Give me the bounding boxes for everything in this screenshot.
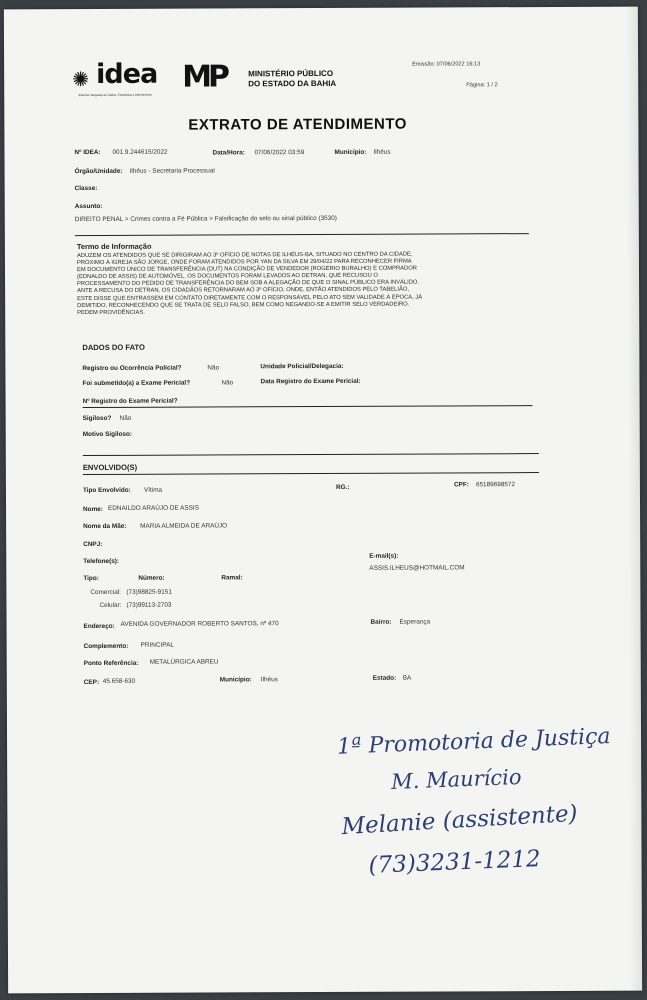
data-registro-label: Data Registro do Exame Pericial:: [260, 377, 361, 386]
datahora-label: Data/Hora:: [212, 149, 245, 157]
page-number: Página: 1 / 2: [466, 82, 498, 89]
phone-ramal-header: Ramal:: [221, 574, 243, 582]
tipo-envolvido-value: Vítima: [143, 486, 163, 494]
phone-numero-header: Número:: [138, 574, 165, 582]
handwritten-line: 1ª Promotoria de Justiça: [336, 723, 612, 760]
tipo-envolvido-label: Tipo Envolvido:: [82, 486, 131, 495]
assunto-value: DIREITO PENAL > Crimes contra a Fé Pública > Falsificação do selo ou sinal público (3530): [74, 214, 337, 224]
page-edge-shadow: [626, 7, 642, 991]
phone-tipo: Comercial:: [90, 588, 121, 597]
email-value: ASSIS.ILHEUS@HOTMAIL.COM: [369, 564, 465, 572]
handwritten-line: M. Maurício: [390, 764, 522, 794]
mp-logo-line2: DO ESTADO DA BAHIA: [248, 78, 337, 89]
handwritten-line: Melanie (assistente): [340, 800, 579, 841]
termo-heading: Termo de Informação: [76, 241, 152, 252]
unidade-label: Unidade Policial/Delegacia:: [260, 362, 344, 371]
divider: [83, 472, 539, 475]
phone-numero: (73)98825-9151: [126, 588, 172, 596]
registro-value: Não: [207, 364, 220, 372]
mp-logo-line1: MINISTÉRIO PÚBLICO: [248, 68, 334, 79]
termo-line: ESTE DISSE QUE ENTRASSEM EM CONTATO DIRETAMENTE COM O RESPONSÁVEL PELO ATO SEM VALIDADE À ÉPOCA, JÁ: [77, 294, 423, 302]
termo-line: EM DOCUMENTO ÚNICO DE TRANSFERÊNCIA (DUT) NA CONDIÇÃO DE VENDEDOR (ROGÉRIO BURALHO) E COMPRADOR: [76, 265, 417, 274]
termo-line: PRÓXIMO À IGREJA SÃO JORGE, ONDE FORAM ATENDIDOS POR YAN DA SILVA EM 29/04/22 PARA RECONHECER FIRMA: [76, 258, 412, 267]
mae-label: Nome da Mãe:: [83, 522, 127, 531]
termo-text: [77, 251, 527, 317]
estado-value: BA: [402, 674, 412, 682]
exame-label: Foi submetido(a) a Exame Pericial?: [82, 379, 191, 388]
termo-line: DEMITIDO, RECONHECENDO QUE SE TRATA DE SELO FALSO, BEM COMO NEGANDO-SE A EMITIR SELO VERDADEIRO.: [77, 301, 410, 309]
sigiloso-label: Sigiloso?: [82, 414, 112, 423]
endereco-value: AVENIDA GOVERNADOR ROBERTO SANTOS, nº 470: [120, 620, 279, 628]
estado-label: Estado:: [372, 674, 397, 682]
nidea-label: Nº IDEA:: [74, 148, 101, 157]
termo-line: ANTE A RECUSA DO DETRAN, OS CIDADÃOS RETORNARAM AO 3º OFÍCIO, ONDE, ENTÃO ATENDIDOS PELO TABELIÃO,: [77, 287, 409, 295]
document-page: [4, 7, 642, 994]
divider: [83, 405, 533, 408]
orgao-value: Ilhéus - Secretaria Processual: [129, 167, 215, 175]
fato-heading: DADOS DO FATO: [82, 342, 145, 353]
env-municipio-label: Município:: [219, 676, 252, 684]
cpf-label: CPF:: [453, 481, 469, 489]
nidea-value: 001.9.244615/2022: [112, 148, 168, 156]
env-municipio-value: Ilhéus: [260, 676, 278, 684]
ponto-value: METALÚRGICA ABREU: [149, 658, 219, 666]
motivo-label: Motivo Sigiloso:: [82, 430, 133, 439]
mp-logo-mark: MP: [182, 59, 227, 95]
termo-line: ADUZEM OS ATENDIDOS QUE SE DIRIGIRAM AO 3º OFÍCIO DE NOTAS DE ILHÉUS-BA, SITUADO NO CENTRO DA CIDADE,: [76, 251, 413, 260]
idea-logo-subtitle: Sistema Integrado de Dados, Estatística e Atendimento: [78, 92, 152, 98]
cpf-value: 65189698572: [475, 481, 516, 489]
sigiloso-value: Não: [119, 414, 132, 422]
municipio-value: Ilhéus: [373, 148, 391, 156]
datahora-value: 07/06/2022 03:59: [254, 149, 305, 157]
envolvido-heading: ENVOLVIDO(S): [82, 462, 138, 473]
ponto-label: Ponto Referência:: [83, 659, 139, 668]
assunto-label: Assunto:: [74, 202, 103, 211]
registro-label: Registro ou Ocorrência Policial?: [82, 364, 182, 373]
emission-date: Emissão: 07/06/2022 16:13: [412, 61, 481, 68]
cep-value: 45.658-630: [102, 677, 136, 685]
email-label: E-mail(s):: [369, 552, 399, 560]
nregistro-label: Nº Registro do Exame Pericial?: [82, 397, 178, 406]
bairro-label: Bairro:: [370, 618, 392, 626]
cnpj-label: CNPJ:: [83, 540, 103, 549]
municipio-label: Município:: [334, 148, 367, 156]
termo-line: PROCESSAMENTO DO PEDIDO DE TRANSFERÊNCIA DO BEM SOB A ALEGAÇÃO DE QUE O SINAL PÚBLICO ERA INVÁLIDO.: [77, 279, 420, 288]
divider: [83, 453, 539, 456]
handwritten-line: (73)3231-1212: [368, 846, 542, 879]
rg-label: RG.:: [335, 483, 350, 491]
nome-value: EDNAILDO ARAÚJO DE ASSIS: [108, 504, 199, 512]
bairro-value: Esperança: [399, 618, 431, 626]
endereco-label: Endereço:: [83, 622, 115, 631]
phone-numero: (73)99113-2703: [126, 601, 172, 609]
mae-value: MARIA ALMEIDA DE ARAÚJO: [140, 522, 228, 530]
classe-label: Classe:: [74, 184, 98, 193]
document-title: EXTRATO DE ATENDIMENTO: [188, 115, 407, 134]
termo-line: PEDEM PROVIDÊNCIAS.: [77, 309, 145, 316]
exame-value: Não: [221, 379, 234, 387]
idea-logo-text: idea: [96, 58, 158, 90]
telefone-label: Telefone(s):: [83, 557, 120, 566]
divider: [75, 233, 529, 236]
phone-tipo-header: Tipo:: [83, 574, 99, 583]
complemento-value: PRINCIPAL: [140, 641, 174, 649]
termo-line: (EDNALDO DE ASSIS) DE AUTOMÓVEL. OS DOCUMENTOS FORAM LEVADOS AO DETRAN, QUE RECUSOU O: [77, 273, 378, 281]
orgao-label: Órgão/Unidade:: [74, 167, 123, 176]
complemento-label: Complemento:: [83, 642, 129, 651]
phone-tipo: Celular:: [99, 601, 122, 609]
sun-icon: ✺: [72, 69, 89, 92]
cep-label: CEP:: [83, 678, 100, 687]
nome-label: Nome:: [83, 505, 103, 514]
